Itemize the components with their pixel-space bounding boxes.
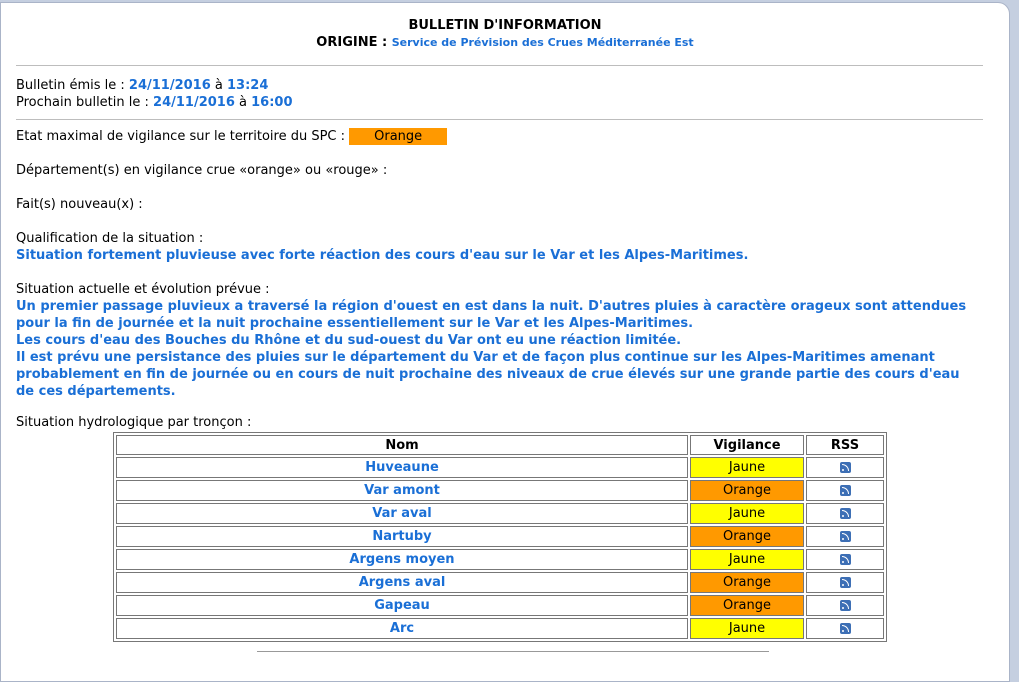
situation-label: Situation actuelle et évolution prévue : (16, 282, 270, 297)
vigilance-cell: Orange (690, 595, 804, 616)
situation-line: de ces départements. (16, 384, 176, 399)
emitted-time: 13:24 (227, 78, 269, 93)
rss-icon[interactable] (840, 485, 851, 496)
rss-icon[interactable] (840, 577, 851, 588)
vigilance-cell: Jaune (690, 503, 804, 524)
footer-separator (257, 651, 769, 652)
table-row (116, 572, 884, 593)
origin-line (1, 35, 1009, 50)
rss-cell (806, 572, 884, 593)
section-name-link[interactable]: Nartuby (116, 526, 688, 547)
section-name-link[interactable]: Argens moyen (116, 549, 688, 570)
section-name-link[interactable]: Huveaune (116, 457, 688, 478)
situation-line: Un premier passage pluvieux a traversé la région d'ouest en est dans la nuit. D'autres pluies à caractère orageux sont attendues (16, 299, 967, 314)
next-date: 24/11/2016 (153, 95, 235, 110)
rss-cell (806, 595, 884, 616)
section-name-link[interactable]: Gapeau (116, 595, 688, 616)
section-name-link[interactable]: Var amont (116, 480, 688, 501)
vigilance-cell: Orange (690, 526, 804, 547)
table-row (116, 526, 884, 547)
vigilance-cell: Jaune (690, 457, 804, 478)
next-label: Prochain bulletin le : (16, 95, 149, 110)
rss-cell (806, 457, 884, 478)
section-name-link[interactable]: Argens aval (116, 572, 688, 593)
situation-line: Il est prévu une persistance des pluies sur le département du Var et de façon plus continue sur les Alpes-Maritimes amenant (16, 350, 935, 365)
rss-cell (806, 618, 884, 639)
bulletin-title: BULLETIN D'INFORMATION (408, 18, 602, 33)
rss-icon[interactable] (840, 600, 851, 611)
rss-icon[interactable] (840, 554, 851, 565)
col-header-rss: RSS (806, 435, 884, 455)
rss-icon[interactable] (840, 531, 851, 542)
col-header-vigilance: Vigilance (690, 435, 804, 455)
situation-line: pour la fin de journée et la nuit prochaine essentiellement sur le Var et les Alpes-Maritimes. (16, 316, 694, 331)
vigilance-cell: Orange (690, 572, 804, 593)
section-name-link[interactable]: Arc (116, 618, 688, 639)
next-line (16, 94, 1009, 111)
rss-cell (806, 503, 884, 524)
content-block (1, 120, 1009, 431)
section-name-link[interactable]: Var aval (116, 503, 688, 524)
table-header-row (116, 435, 884, 455)
departments-label: Département(s) en vigilance crue «orange» ou «rouge» : (16, 163, 388, 178)
situation-line: probablement en fin de journée ou en cours de nuit prochaine des niveaux de crue élevés sur une grande partie des cours d'eau (16, 367, 960, 382)
rss-icon[interactable] (840, 462, 851, 473)
vigilance-cell: Jaune (690, 549, 804, 570)
origin-label: ORIGINE : (316, 35, 388, 50)
rss-icon[interactable] (840, 623, 851, 634)
rss-cell (806, 526, 884, 547)
table-row (116, 618, 884, 639)
vigilance-cell: Jaune (690, 618, 804, 639)
rss-cell (806, 480, 884, 501)
next-at: à (239, 95, 247, 110)
bulletin-header (1, 3, 1009, 50)
table-row (116, 549, 884, 570)
rss-icon[interactable] (840, 508, 851, 519)
state-line (16, 128, 1009, 145)
next-time: 16:00 (251, 95, 293, 110)
table-row (116, 480, 884, 501)
col-header-nom: Nom (116, 435, 688, 455)
dates-block (1, 66, 1009, 111)
origin-value: Service de Prévision des Crues Méditerranée Est (391, 36, 694, 49)
qualification-label: Qualification de la situation : (16, 231, 204, 246)
emitted-date: 24/11/2016 (128, 78, 211, 93)
hydro-label: Situation hydrologique par tronçon : (16, 415, 252, 430)
hydro-table (113, 432, 887, 642)
emitted-at: à (214, 78, 223, 93)
table-row (116, 503, 884, 524)
emitted-label: Bulletin émis le : (16, 78, 125, 93)
emitted-line (16, 77, 1009, 94)
rss-cell (806, 549, 884, 570)
qualification-text: Situation fortement pluvieuse avec forte réaction des cours d'eau sur le Var et les Alpes-Maritimes. (16, 248, 749, 263)
state-label: Etat maximal de vigilance sur le territoire du SPC : (16, 129, 346, 144)
situation-line: Les cours d'eau des Bouches du Rhône et du sud-ouest du Var ont eu une réaction limitée. (16, 333, 682, 348)
state-badge: Orange (349, 128, 447, 145)
vigilance-cell: Orange (690, 480, 804, 501)
table-row (116, 595, 884, 616)
facts-label: Fait(s) nouveau(x) : (16, 197, 143, 212)
table-row (116, 457, 884, 478)
